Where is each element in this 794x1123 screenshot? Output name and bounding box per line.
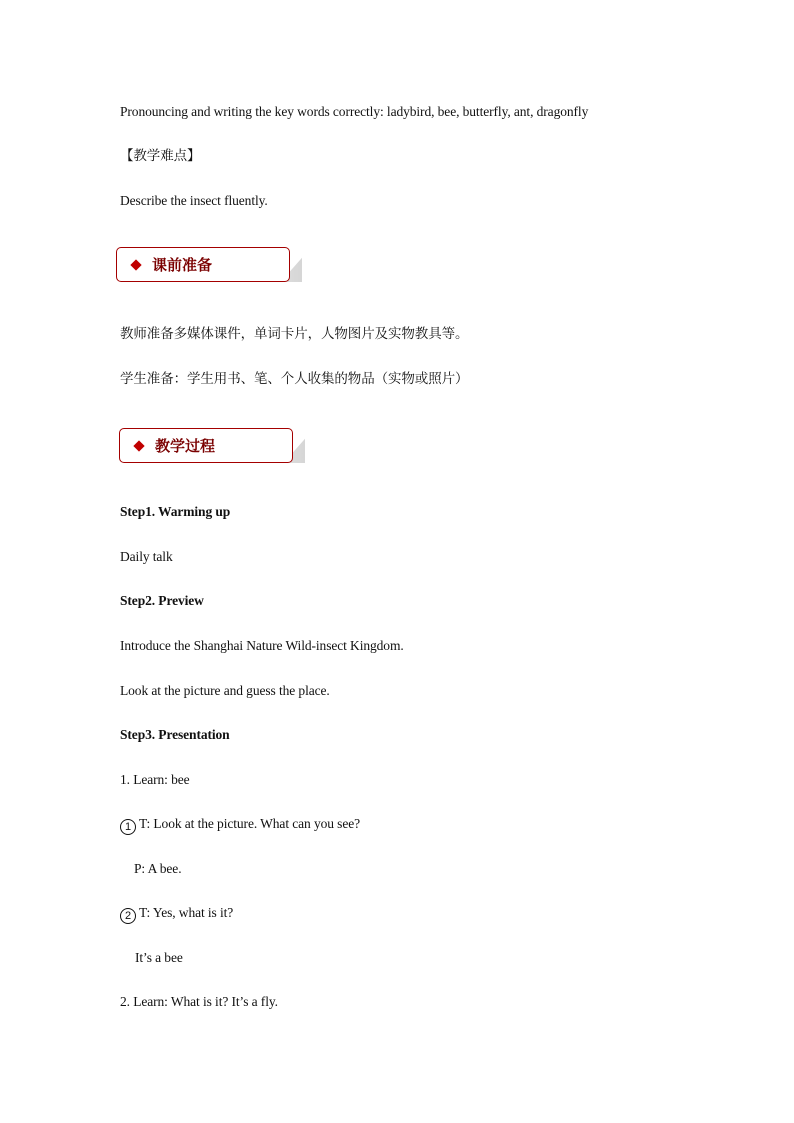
prep-section-badge <box>116 247 290 282</box>
step2-line-1: Introduce the Shanghai Nature Wild-insect Kingdom. <box>120 638 404 653</box>
process-section-badge <box>119 428 293 463</box>
diamond-bullet-icon <box>130 259 141 270</box>
dialogue-item-2-text: T: Yes, what is it? <box>139 905 234 920</box>
circled-number-icon: 2 <box>120 908 136 924</box>
step2-title: Step2. Preview <box>120 593 204 608</box>
learn-bee-line: 1. Learn: bee <box>120 772 190 787</box>
badge-content <box>134 435 215 456</box>
reply-2: It’s a bee <box>135 950 183 965</box>
student-prep-text: 学生准备：学生用书、笔、个人收集的物品（实物或照片） <box>120 371 469 387</box>
step3-title: Step3. Presentation <box>120 727 230 742</box>
dialogue-item-1-text: T: Look at the picture. What can you see? <box>139 816 361 831</box>
prep-heading: 课前准备 <box>152 256 213 274</box>
difficulty-text: Describe the insect fluently. <box>120 193 268 208</box>
step1-text: Daily talk <box>120 549 173 564</box>
dialogue-item-1 <box>120 815 360 835</box>
badge-content <box>131 254 212 275</box>
key-words-text: Pronouncing and writing the key words correctly: ladybird, bee, butterfly, ant, dragonfly <box>120 104 589 119</box>
dialogue-item-2 <box>120 904 233 924</box>
process-heading: 教学过程 <box>155 437 216 455</box>
learn-fly-line: 2. Learn: What is it? It’s a fly. <box>120 994 278 1009</box>
circled-number-icon: 1 <box>120 819 136 835</box>
teacher-prep-text: 教师准备多媒体课件，单词卡片，人物图片及实物教具等。 <box>120 326 469 342</box>
step2-line-2: Look at the picture and guess the place. <box>120 683 330 698</box>
diamond-bullet-icon <box>133 440 144 451</box>
step1-title: Step1. Warming up <box>120 504 231 519</box>
reply-1: P: A bee. <box>134 861 182 876</box>
difficulty-heading: 【教学难点】 <box>120 148 201 164</box>
